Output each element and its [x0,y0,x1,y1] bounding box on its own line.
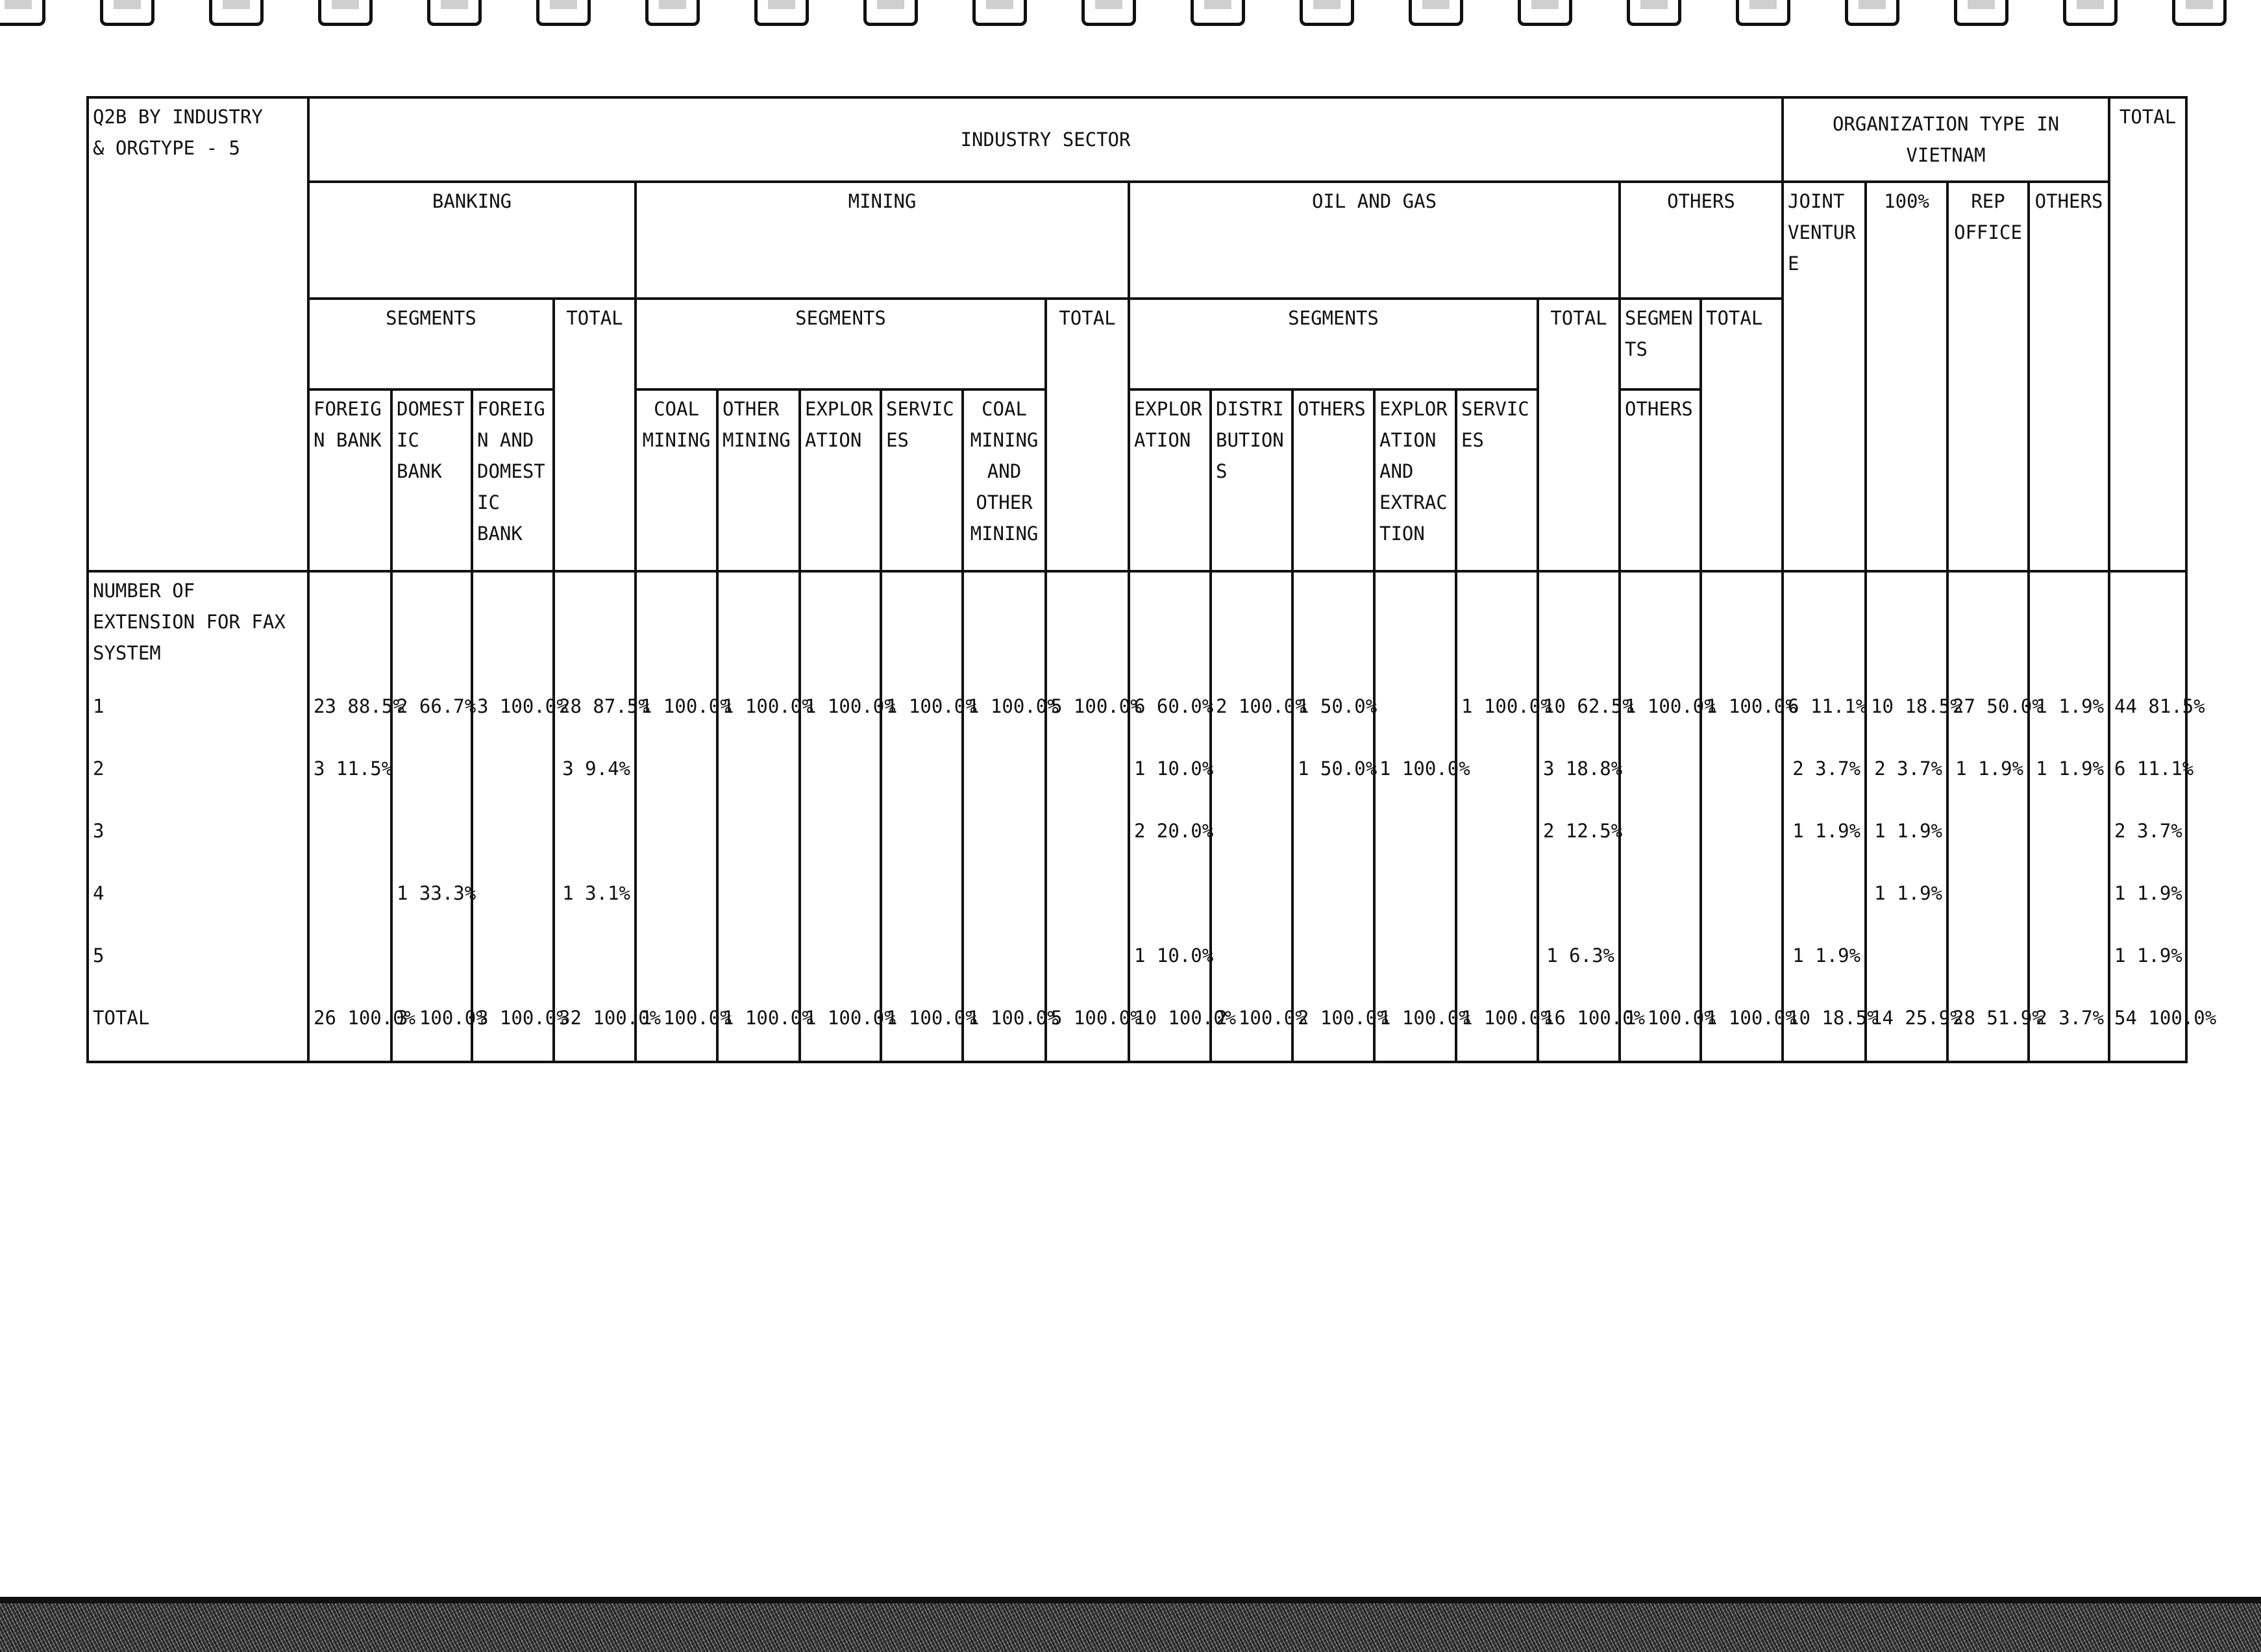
table-cell: 1 1.9% [2109,937,2186,1000]
table-cell [308,875,391,937]
seg-coal-mining: COAL MINING [636,389,717,571]
table-cell [881,875,963,937]
table-cell [1046,875,1129,937]
table-cell: 1 1.9% [2029,750,2109,813]
table-cell: 6 60.0% [1129,688,1211,750]
question-label: NUMBER OF EXTENSION FOR FAX SYSTEM [88,571,308,688]
table-cell: 3 100.0% [472,688,554,750]
binding-ring [754,0,809,26]
grand-total-header: TOTAL [2109,97,2186,571]
table-row [88,813,2186,875]
seg-oil-others: OTHERS [1292,389,1374,571]
table-cell: 3 9.4% [554,750,636,813]
binding-ring [1300,0,1354,26]
table-cell [391,813,472,875]
table-cell [1947,813,2029,875]
seg-other-mining: OTHER MINING [717,389,800,571]
binding-ring [1845,0,1899,26]
table-cell: 1 100.0% [881,688,963,750]
table-cell [636,750,717,813]
table-cell [1211,750,1292,813]
table-cell: 1 1.9% [1866,813,1947,875]
table-cell: 1 100.0% [1620,688,1701,750]
seg-foreign-bank: FOREIG N BANK [308,389,391,571]
others-segments-header: SEGMEN TS [1620,299,1701,389]
table-cell [1374,688,1456,750]
table-cell [1292,875,1374,937]
table-cell [1947,875,2029,937]
table-cell: 1 100.0% [636,688,717,750]
table-cell: 3 18.8% [1538,750,1620,813]
table-cell: 1 1.9% [2109,875,2186,937]
table-cell: 28 87.5% [554,688,636,750]
org-others-header: OTHERS [2029,182,2109,571]
table-cell [472,875,554,937]
table-cell [1701,813,1783,875]
table-cell [391,937,472,1000]
binding-ring [645,0,700,26]
table-cell: 16 100.0% [1538,1000,1620,1062]
table-cell: 1 100.0% [1456,1000,1538,1062]
table-cell [1456,937,1538,1000]
question-row [88,571,2186,688]
row-label: 4 [88,875,308,937]
table-cell: 2 100.0% [1211,1000,1292,1062]
table-cell: 2 100.0% [1211,688,1292,750]
seg-foreign-and-domestic-bank: FOREIG N AND DOMEST IC BANK [472,389,554,571]
table-cell: 44 81.5% [2109,688,2186,750]
others-header: OTHERS [1620,182,1783,299]
table-row [88,937,2186,1000]
table-row [88,688,2186,750]
table-cell [881,750,963,813]
table-cell: 2 3.7% [1866,750,1947,813]
table-cell [554,813,636,875]
table-cell: 10 62.5% [1538,688,1620,750]
table-cell [636,937,717,1000]
table-cell [2029,937,2109,1000]
binding-ring [972,0,1027,26]
table-cell: 3 100.0% [391,1000,472,1062]
scan-edge-strip [0,1597,2261,1652]
table-cell: 1 1.9% [1783,813,1866,875]
binding-ring [100,0,154,26]
table-cell [963,875,1046,937]
table-cell: 2 3.7% [1783,750,1866,813]
table-cell [1211,875,1292,937]
table-cell: 5 100.0% [1046,688,1129,750]
table-cell [472,750,554,813]
table-cell: 2 12.5% [1538,813,1620,875]
binding-ring [1409,0,1463,26]
org-rep-office-header: REP OFFICE [1947,182,2029,571]
table-cell [1947,937,2029,1000]
table-cell [963,750,1046,813]
banking-total-header: TOTAL [554,299,636,571]
table-cell [1211,813,1292,875]
org-joint-venture-header: JOINT VENTUR E [1783,182,1866,571]
table-cell [963,813,1046,875]
table-cell [800,937,881,1000]
table-cell [1292,813,1374,875]
crosstab-table [86,96,2217,1063]
table-cell [636,875,717,937]
table-cell: 10 100.0% [1129,1000,1211,1062]
mining-header: MINING [636,182,1129,299]
binding-ring [2172,0,2227,26]
binding-ring [1518,0,1572,26]
seg-distributions: DISTRI BUTION S [1211,389,1292,571]
table-cell [2029,875,2109,937]
oil-gas-total-header: TOTAL [1538,299,1620,571]
seg-others-others: OTHERS [1620,389,1701,571]
table-cell [1620,937,1701,1000]
oil-gas-header: OIL AND GAS [1129,182,1620,299]
seg-oil-services: SERVIC ES [1456,389,1538,571]
others-total-header: TOTAL [1701,299,1783,571]
binding-ring [1736,0,1790,26]
table-cell: 27 50.0% [1947,688,2029,750]
header-row-2 [88,182,2186,299]
table-cell [1620,813,1701,875]
stub-title: Q2B BY INDUSTRY & ORGTYPE - 5 [88,97,308,571]
table-cell: 28 51.9% [1947,1000,2029,1062]
table-cell [1046,750,1129,813]
mining-segments-header: SEGMENTS [636,299,1046,389]
table-cell: 1 100.0% [1374,750,1456,813]
table-cell [963,937,1046,1000]
binding-ring [209,0,264,26]
table-cell: 1 33.3% [391,875,472,937]
table-cell: 1 100.0% [636,1000,717,1062]
table-cell [1292,937,1374,1000]
table-row [88,1000,2186,1062]
table-cell: 1 100.0% [963,1000,1046,1062]
table-cell: 2 3.7% [2029,1000,2109,1062]
table-cell: 1 100.0% [1701,1000,1783,1062]
spiral-binding [0,0,2261,32]
table-row [88,875,2186,937]
table-cell: 2 3.7% [2109,813,2186,875]
table-cell [554,937,636,1000]
binding-ring [427,0,482,26]
binding-ring [1081,0,1136,26]
table-cell: 1 50.0% [1292,688,1374,750]
industry-sector-header: INDUSTRY SECTOR [308,97,1783,182]
table-cell: 54 100.0% [2109,1000,2186,1062]
table-cell: 1 100.0% [717,688,800,750]
table-cell [308,937,391,1000]
table-cell: 1 1.9% [1783,937,1866,1000]
table-cell: 2 100.0% [1292,1000,1374,1062]
table-cell: 1 3.1% [554,875,636,937]
banking-header: BANKING [308,182,636,299]
table-cell: 2 66.7% [391,688,472,750]
header-row-1 [88,97,2186,182]
table-cell [1211,937,1292,1000]
org-type-header: ORGANIZATION TYPE IN VIETNAM [1783,97,2109,182]
table-cell: 1 100.0% [1456,688,1538,750]
table-cell [2029,813,2109,875]
row-label: 3 [88,813,308,875]
oil-gas-segments-header: SEGMENTS [1129,299,1538,389]
table-cell [717,750,800,813]
seg-mining-exploration: EXPLOR ATION [800,389,881,571]
table-cell: 14 25.9% [1866,1000,1947,1062]
mining-total-header: TOTAL [1046,299,1129,571]
table-cell: 1 10.0% [1129,937,1211,1000]
seg-exploration-extraction: EXPLOR ATION AND EXTRAC TION [1374,389,1456,571]
table-cell: 1 50.0% [1292,750,1374,813]
table-cell [472,937,554,1000]
table-cell: 1 1.9% [1866,875,1947,937]
table-cell [1701,875,1783,937]
table-cell: 1 1.9% [1947,750,2029,813]
table-cell: 1 6.3% [1538,937,1620,1000]
table-row [88,750,2186,813]
table-cell [1701,937,1783,1000]
table-cell [472,813,554,875]
seg-coal-and-other-mining: COAL MINING AND OTHER MINING [963,389,1046,571]
seg-domestic-bank: DOMEST IC BANK [391,389,472,571]
table-cell: 3 100.0% [472,1000,554,1062]
table-cell: 23 88.5% [308,688,391,750]
table-cell [1046,813,1129,875]
table-cell [881,937,963,1000]
table-cell: 1 100.0% [800,688,881,750]
table-cell [800,875,881,937]
table-cell [1046,937,1129,1000]
table-cell [1620,750,1701,813]
binding-ring [1191,0,1245,26]
table-cell [1456,813,1538,875]
table-cell [717,937,800,1000]
seg-mining-services: SERVIC ES [881,389,963,571]
table-cell [717,813,800,875]
table-cell [800,813,881,875]
org-100pct-header: 100% [1866,182,1947,571]
row-label: TOTAL [88,1000,308,1062]
table-cell [1701,750,1783,813]
table-cell: 3 11.5% [308,750,391,813]
seg-oil-exploration: EXPLOR ATION [1129,389,1211,571]
table-cell [881,813,963,875]
table-cell: 10 18.5% [1783,1000,1866,1062]
table-cell [1866,937,1947,1000]
binding-ring [2063,0,2118,26]
table-cell: 10 18.5% [1866,688,1947,750]
table-cell: 2 20.0% [1129,813,1211,875]
table-cell: 1 100.0% [963,688,1046,750]
table-cell [308,813,391,875]
table-cell [1374,937,1456,1000]
table-cell: 26 100.0% [308,1000,391,1062]
binding-ring [863,0,918,26]
row-label: 5 [88,937,308,1000]
table-cell [1538,875,1620,937]
banking-segments-header: SEGMENTS [308,299,554,389]
table-cell: 1 100.0% [717,1000,800,1062]
table-cell [1374,813,1456,875]
table-cell: 1 10.0% [1129,750,1211,813]
table-cell: 5 100.0% [1046,1000,1129,1062]
table-cell [1456,875,1538,937]
table-cell [1620,875,1701,937]
binding-ring [0,0,45,26]
table-cell [717,875,800,937]
row-label: 1 [88,688,308,750]
table-cell: 32 100.0% [554,1000,636,1062]
table-cell [1783,875,1866,937]
table-cell: 1 100.0% [1701,688,1783,750]
binding-ring [318,0,373,26]
table-cell: 1 100.0% [1374,1000,1456,1062]
table-cell: 6 11.1% [2109,750,2186,813]
table-cell [636,813,717,875]
binding-ring [536,0,591,26]
table-cell: 6 11.1% [1783,688,1866,750]
table-cell [1129,875,1211,937]
binding-ring [1627,0,1681,26]
table-cell [800,750,881,813]
table-cell: 1 100.0% [800,1000,881,1062]
table-cell [1374,875,1456,937]
binding-ring [1954,0,2008,26]
table-cell [391,750,472,813]
table-cell: 1 100.0% [1620,1000,1701,1062]
table-cell: 1 1.9% [2029,688,2109,750]
row-label: 2 [88,750,308,813]
table-cell: 1 100.0% [881,1000,963,1062]
